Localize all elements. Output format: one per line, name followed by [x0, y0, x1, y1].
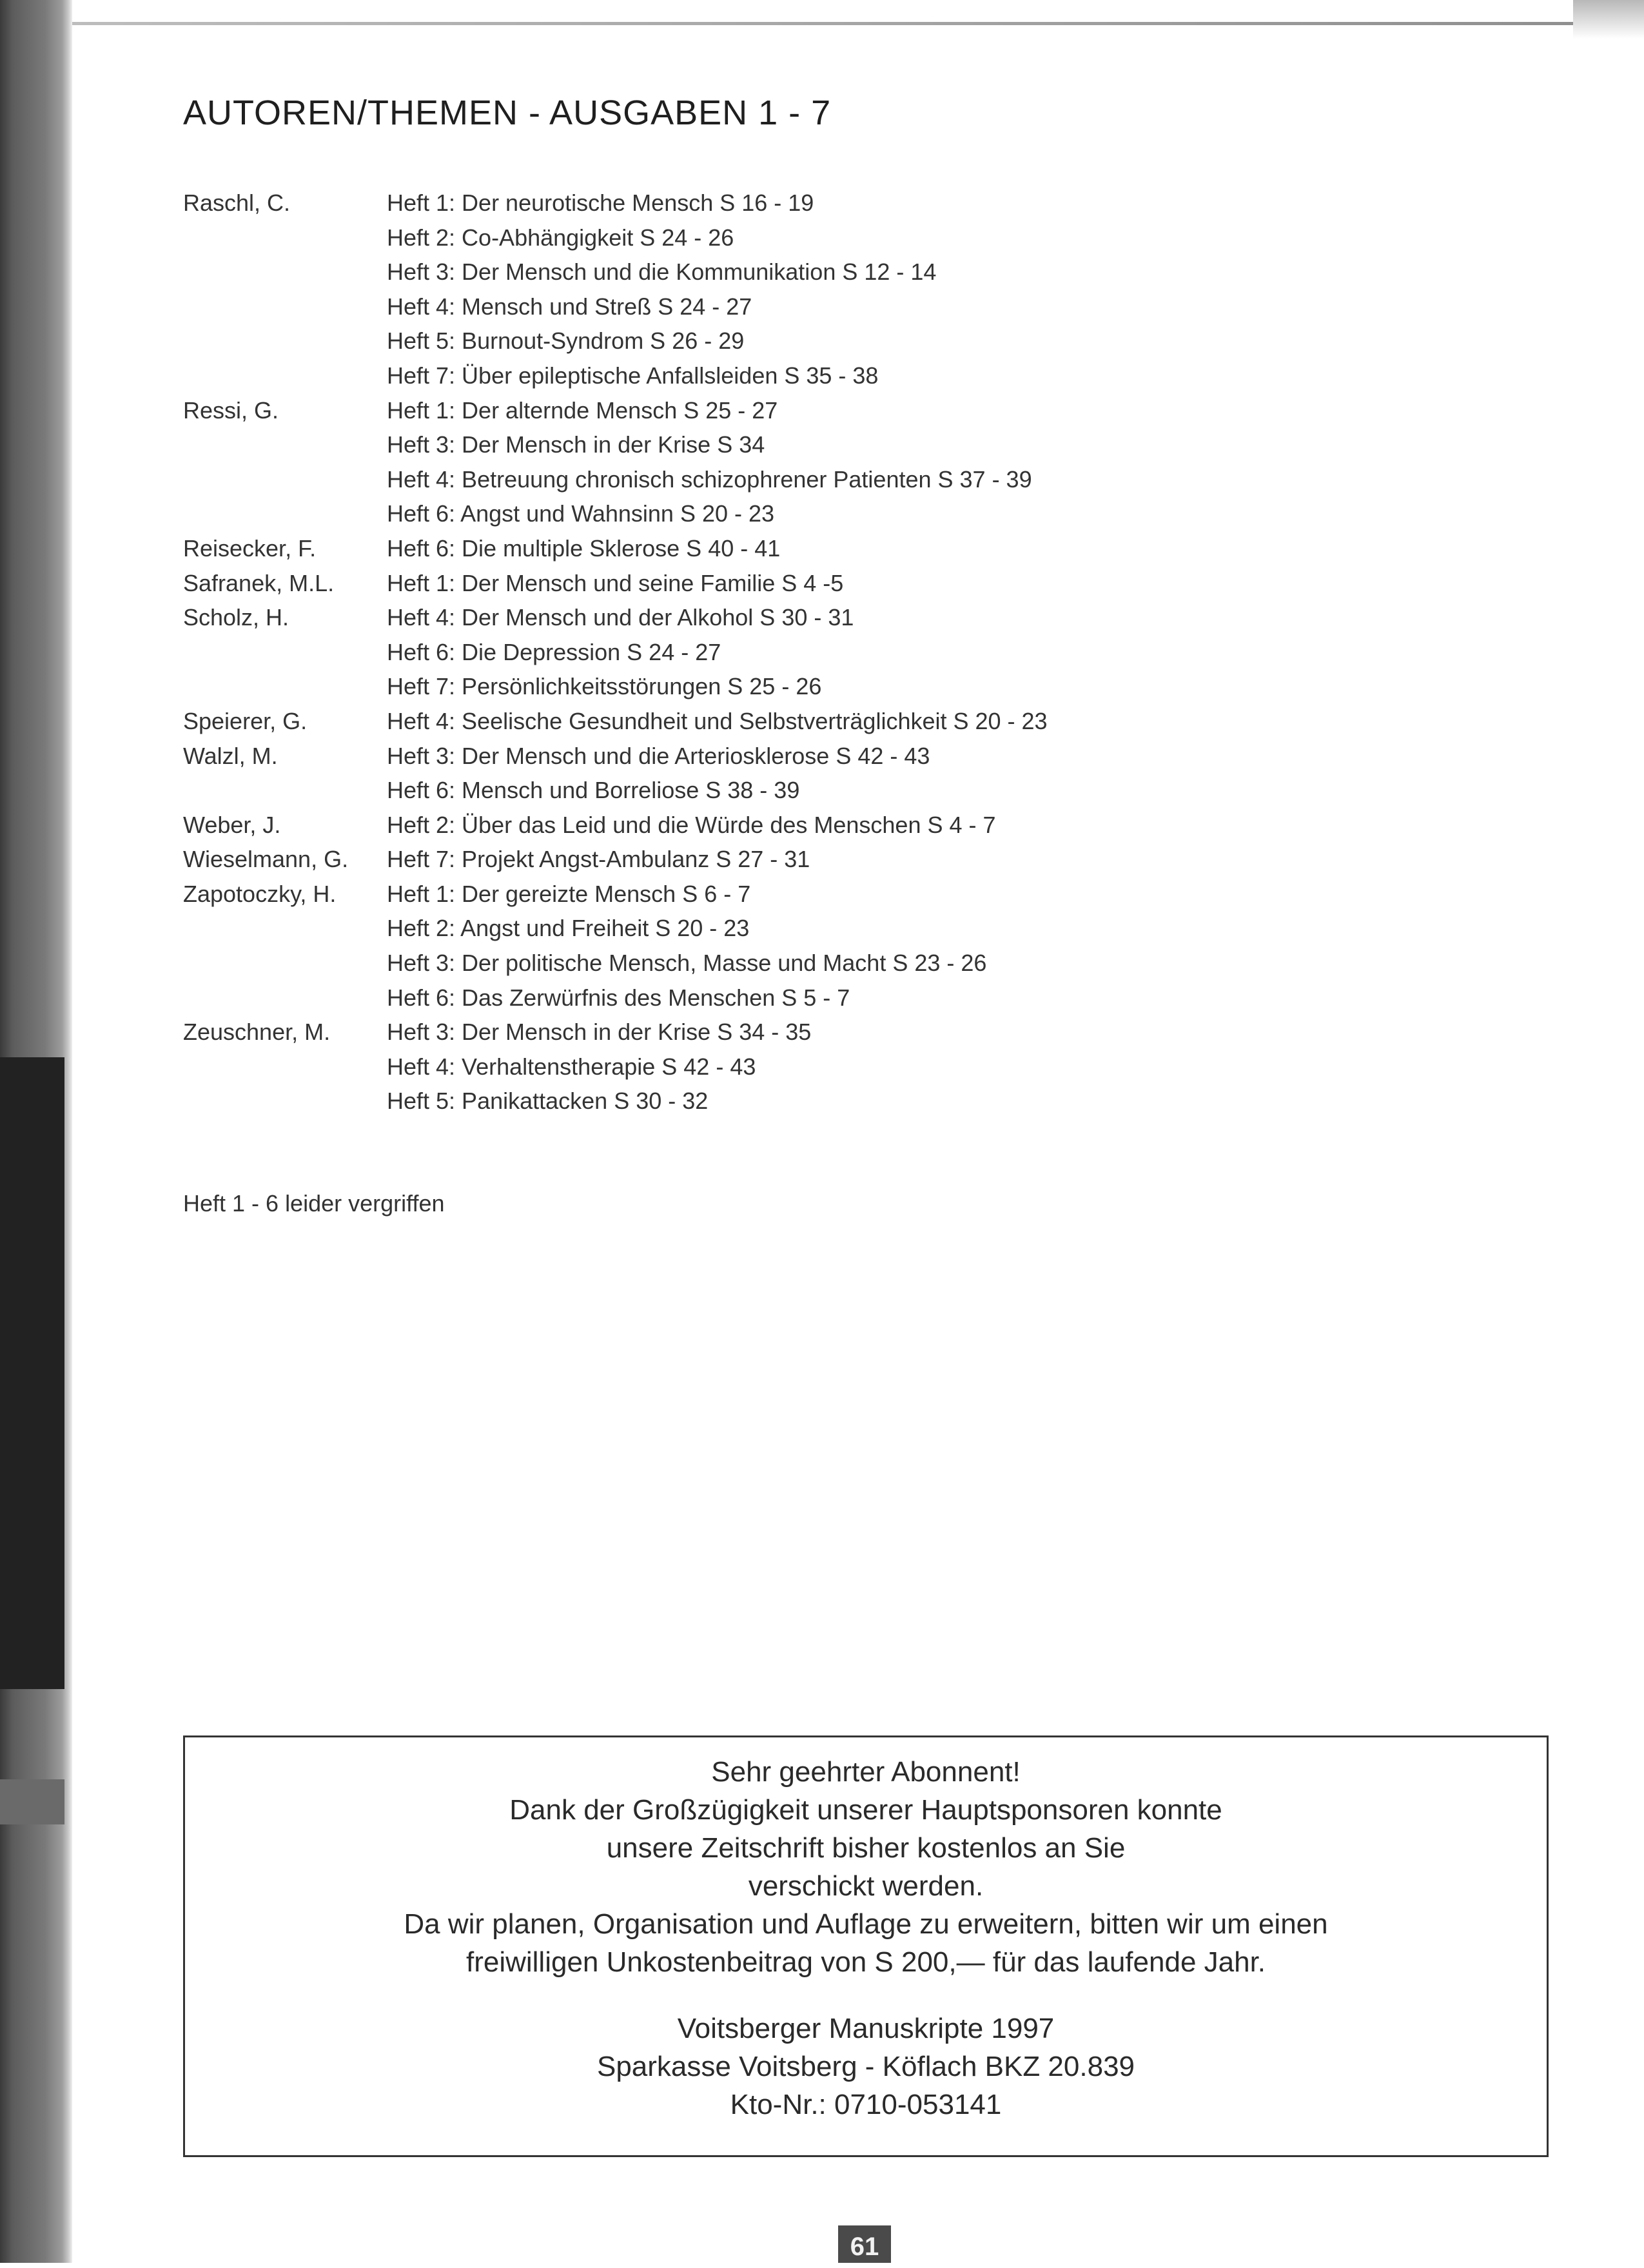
list-item — [183, 1050, 1408, 1084]
author-name: Reisecker, F. — [183, 534, 317, 562]
issue-topic: Heft 5: Panikattacken S 30 - 32 — [387, 1088, 709, 1115]
subscriber-notice-box — [183, 1735, 1549, 2157]
author-topic-list — [183, 186, 1408, 1119]
list-item — [183, 739, 1408, 774]
author-name — [183, 462, 387, 497]
author-name: Wieselmann, G. — [183, 846, 349, 873]
list-item — [183, 566, 1408, 601]
author-name — [183, 1084, 387, 1119]
list-item — [183, 531, 1408, 566]
issue-topic: Heft 4: Seelische Gesundheit und Selbstverträglichkeit S 20 - 23 — [387, 707, 1048, 734]
notice-line: freiwilligen Unkostenbeitrag von S 200,— für das laufende Jahr. — [465, 1946, 1266, 1978]
author-name: Speierer, G. — [183, 707, 308, 734]
author-name — [183, 911, 387, 946]
list-item — [183, 289, 1408, 324]
issue-topic: Heft 4: Betreuung chronisch schizophrener Patienten S 37 - 39 — [387, 465, 1032, 493]
author-name: Safranek, M.L. — [183, 569, 335, 596]
bank-details — [185, 2009, 1547, 2124]
notice-line: Dank der Großzügigkeit unserer Hauptsponsoren konnte — [509, 1794, 1222, 1826]
author-name: Weber, J. — [183, 811, 281, 838]
author-name — [183, 427, 387, 462]
page-corner-shadow — [1573, 0, 1644, 39]
issue-topic: Heft 4: Mensch und Streß S 24 - 27 — [387, 293, 752, 320]
author-name: Zeuschner, M. — [183, 1019, 331, 1046]
list-item — [183, 255, 1408, 289]
issue-topic: Heft 4: Der Mensch und der Alkohol S 30 - 31 — [387, 604, 854, 631]
issue-topic: Heft 6: Angst und Wahnsinn S 20 - 23 — [387, 500, 775, 527]
issue-topic: Heft 3: Der Mensch und die Arteriosklerose S 42 - 43 — [387, 742, 930, 769]
list-item — [183, 911, 1408, 946]
issue-topic: Heft 7: Persönlichkeitsstörungen S 25 - 26 — [387, 673, 822, 700]
issue-topic: Heft 6: Mensch und Borreliose S 38 - 39 — [387, 777, 800, 804]
contact-line: Kto-Nr.: 0710-053141 — [730, 2089, 1002, 2120]
author-name — [183, 358, 387, 393]
list-item — [183, 773, 1408, 808]
list-item — [183, 877, 1408, 912]
issue-topic: Heft 4: Verhaltenstherapie S 42 - 43 — [387, 1053, 756, 1080]
list-item — [183, 1015, 1408, 1050]
author-name: Zapotoczky, H. — [183, 880, 337, 907]
author-name: Ressi, G. — [183, 396, 279, 424]
author-name — [183, 220, 387, 255]
list-item — [183, 704, 1408, 739]
list-item — [183, 600, 1408, 635]
out-of-print-note: Heft 1 - 6 leider vergriffen — [183, 1190, 445, 1217]
list-item — [183, 324, 1408, 358]
list-item — [183, 1084, 1408, 1119]
issue-topic: Heft 6: Die Depression S 24 - 27 — [387, 638, 721, 665]
page-title: AUTOREN/THEMEN - AUSGABEN 1 - 7 — [183, 93, 832, 132]
issue-topic: Heft 3: Der Mensch und die Kommunikation S 12 - 14 — [387, 259, 937, 286]
page-top-edge — [72, 22, 1644, 25]
issue-topic: Heft 3: Der politische Mensch, Masse und Macht S 23 - 26 — [387, 950, 987, 977]
page-number: 61 — [838, 2225, 891, 2263]
author-name — [183, 946, 387, 981]
notice-line: unsere Zeitschrift bisher kostenlos an Sie — [606, 1832, 1126, 1864]
author-name — [183, 981, 387, 1015]
author-name: Raschl, C. — [183, 190, 291, 216]
list-item — [183, 808, 1408, 843]
author-name — [183, 773, 387, 808]
author-name: Walzl, M. — [183, 742, 278, 769]
author-name — [183, 496, 387, 531]
author-name — [183, 669, 387, 704]
list-item — [183, 462, 1408, 497]
issue-topic: Heft 3: Der Mensch in der Krise S 34 - 35 — [387, 1019, 812, 1046]
issue-topic: Heft 1: Der Mensch und seine Familie S 4 -5 — [387, 569, 844, 596]
issue-topic: Heft 1: Der alternde Mensch S 25 - 27 — [387, 396, 778, 424]
list-item — [183, 186, 1408, 220]
issue-topic: Heft 5: Burnout-Syndrom S 26 - 29 — [387, 327, 745, 355]
list-item — [183, 635, 1408, 670]
issue-topic: Heft 1: Der neurotische Mensch S 16 - 19 — [387, 190, 814, 216]
issue-topic: Heft 2: Angst und Freiheit S 20 - 23 — [387, 915, 750, 942]
issue-topic: Heft 3: Der Mensch in der Krise S 34 — [387, 431, 765, 458]
notice-line: verschickt werden. — [748, 1870, 984, 1902]
notice-line: Sehr geehrter Abonnent! — [711, 1756, 1021, 1788]
author-name — [183, 635, 387, 670]
contact-line: Sparkasse Voitsberg - Köflach BKZ 20.839 — [596, 2051, 1135, 2082]
issue-topic: Heft 7: Projekt Angst-Ambulanz S 27 - 31 — [387, 846, 810, 873]
list-item — [183, 393, 1408, 428]
issue-topic: Heft 7: Über epileptische Anfallsleiden S 35 - 38 — [387, 362, 879, 389]
list-item — [183, 842, 1408, 877]
contact-line: Voitsberger Manuskripte 1997 — [677, 2013, 1055, 2044]
list-item — [183, 427, 1408, 462]
author-name — [183, 255, 387, 289]
author-name — [183, 324, 387, 358]
author-name — [183, 1050, 387, 1084]
issue-topic: Heft 2: Über das Leid und die Würde des Menschen S 4 - 7 — [387, 811, 996, 838]
list-item — [183, 358, 1408, 393]
notice-line: Da wir planen, Organisation und Auflage zu erweitern, bitten wir um einen — [404, 1908, 1328, 1940]
list-item — [183, 496, 1408, 531]
author-name: Scholz, H. — [183, 604, 289, 631]
issue-topic: Heft 2: Co-Abhängigkeit S 24 - 26 — [387, 224, 734, 251]
list-item — [183, 981, 1408, 1015]
list-item — [183, 946, 1408, 981]
binding-shadow — [0, 1057, 64, 1689]
list-item — [183, 220, 1408, 255]
binding-strip — [0, 1779, 64, 1824]
author-name — [183, 289, 387, 324]
list-item — [183, 669, 1408, 704]
issue-topic: Heft 6: Das Zerwürfnis des Menschen S 5 - 7 — [387, 984, 850, 1011]
issue-topic: Heft 6: Die multiple Sklerose S 40 - 41 — [387, 534, 781, 562]
notice-text — [185, 1753, 1547, 1981]
issue-topic: Heft 1: Der gereizte Mensch S 6 - 7 — [387, 880, 751, 907]
